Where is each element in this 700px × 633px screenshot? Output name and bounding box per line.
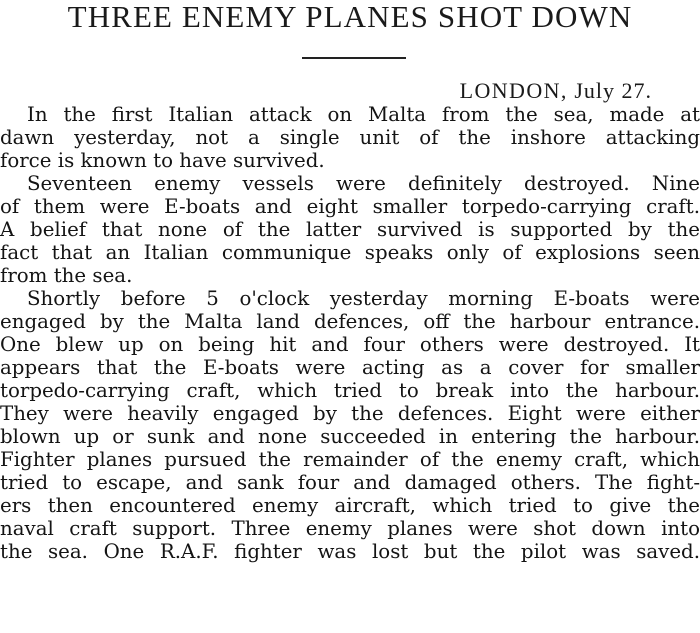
text-line: engaged by the Malta land defences, off the harbour entrance. — [0, 310, 700, 333]
text-line: One blew up on being hit and four others were destroyed. It — [0, 333, 700, 356]
text-line: Shortly before 5 o'clock yesterday morning E-boats were — [27, 287, 700, 310]
headline-divider — [302, 57, 406, 59]
text-line: Fighter planes pursued the remainder of the enemy craft, which — [0, 448, 700, 471]
dateline — [460, 78, 652, 104]
text-line: Seventeen enemy vessels were definitely destroyed. Nine — [27, 172, 700, 195]
text-line: They were heavily engaged by the defences. Eight were either — [0, 402, 700, 425]
article-body — [0, 103, 700, 563]
dateline-place: LONDON, — [459, 78, 568, 103]
text-line: blown up or sunk and none succeeded in entering the harbour. — [0, 425, 700, 448]
text-line: dawn yesterday, not a single unit of the inshore attacking — [0, 126, 700, 149]
text-line: appears that the E-boats were acting as a cover for smaller — [0, 356, 700, 379]
text-line: force is known to have survived. — [0, 149, 325, 172]
text-line: naval craft support. Three enemy planes were shot down into — [0, 517, 700, 540]
paragraph — [0, 287, 700, 563]
text-line: from the sea. — [0, 264, 133, 287]
paragraph — [0, 103, 700, 172]
paragraph — [0, 172, 700, 287]
text-line: torpedo-carrying craft, which tried to break into the harbour. — [0, 379, 700, 402]
text-line: fact that an Italian communique speaks only of explosions seen — [0, 241, 700, 264]
headline: THREE ENEMY PLANES SHOT DOWN — [67, 0, 633, 34]
text-line: the sea. One R.A.F. fighter was lost but the pilot was saved. — [0, 540, 700, 563]
text-line: In the first Italian attack on Malta from the sea, made at — [27, 103, 700, 126]
text-line: of them were E-boats and eight smaller torpedo-carrying craft. — [0, 195, 700, 218]
text-line: A belief that none of the latter survived is supported by the — [0, 218, 700, 241]
text-line: ers then encountered enemy aircraft, which tried to give the — [0, 494, 700, 517]
text-line: tried to escape, and sank four and damaged others. The fight- — [0, 471, 700, 494]
dateline-date: July 27. — [574, 78, 652, 103]
